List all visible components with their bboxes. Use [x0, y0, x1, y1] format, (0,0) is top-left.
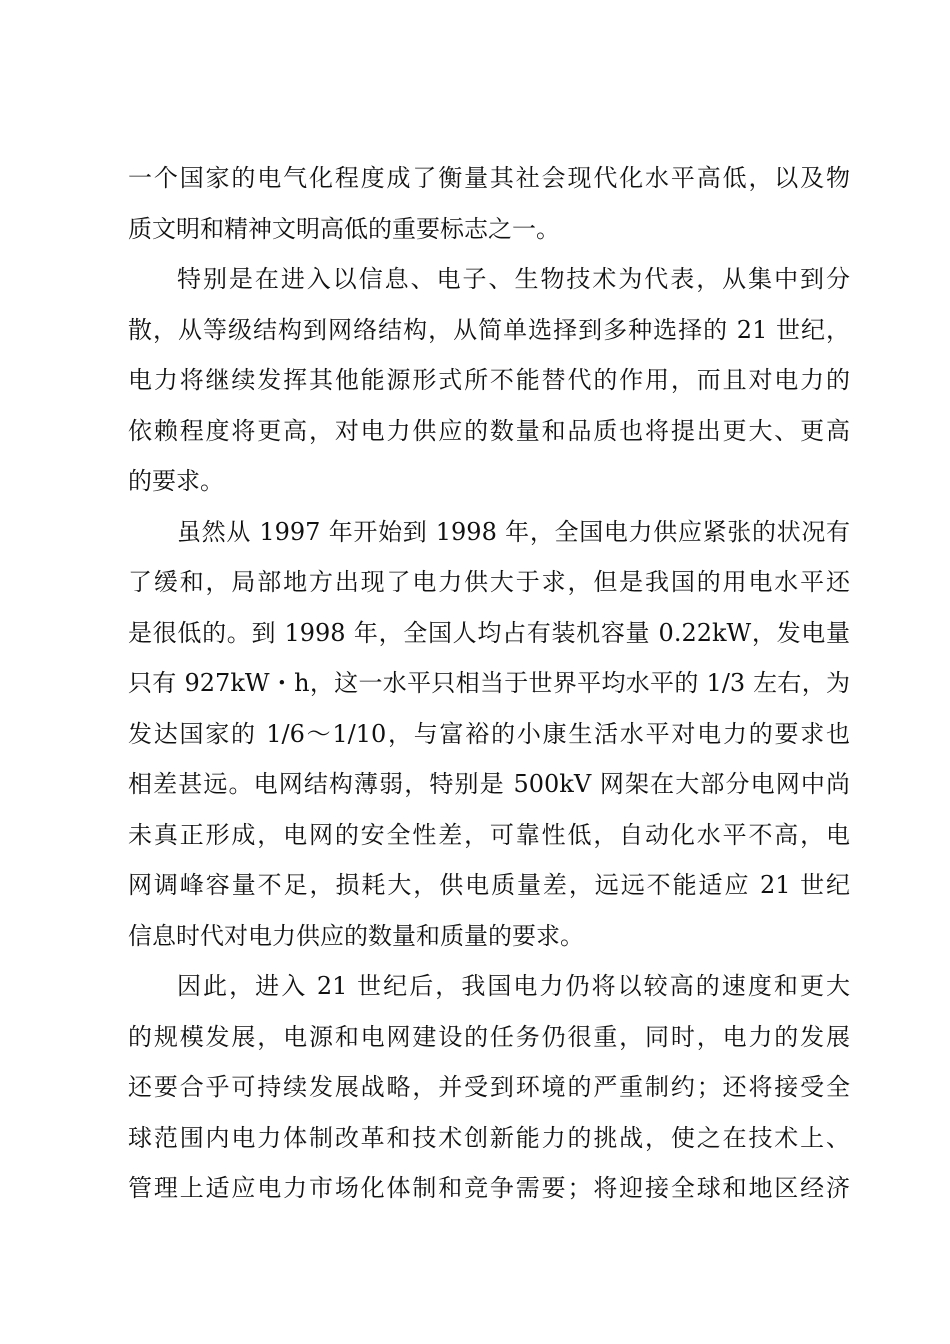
- paragraph-3-line-5: 发达国家的 1/6～1/10，与富裕的小康生活水平对电力的要求也: [128, 719, 850, 748]
- paragraph-3-line-9: 信息时代对电力供应的数量和质量的要求。: [128, 921, 584, 950]
- body-text: [128, 153, 850, 1214]
- paragraph-4-line-3: 还要合乎可持续发展战略，并受到环境的严重制约；还将接受全: [128, 1073, 850, 1101]
- paragraph-3-line-4: 只有 927kW・h，这一水平只相当于世界平均水平的 1/3 左右，为: [128, 669, 850, 697]
- paragraph-4-line-5: 管理上适应电力市场化体制和竞争需要；将迎接全球和地区经济: [128, 1174, 850, 1202]
- paragraph-4-line-2: 的规模发展，电源和电网建设的任务仍很重，同时，电力的发展: [128, 1022, 850, 1051]
- paragraph-2-line-5: 的要求。: [128, 467, 224, 495]
- paragraph-2-line-4: 依赖程度将更高，对电力供应的数量和品质也将提出更大、更高: [128, 416, 850, 445]
- paragraph-3-line-2: 了缓和，局部地方出现了电力供大于求，但是我国的用电水平还: [128, 568, 850, 596]
- paragraph-3-line-3: 是很低的。到 1998 年，全国人均占有装机容量 0.22kW，发电量: [128, 618, 850, 647]
- paragraph-2-line-1: 特别是在进入以信息、电子、生物技术为代表，从集中到分: [177, 265, 850, 293]
- paragraph-3-line-8: 网调峰容量不足，损耗大，供电质量差，远远不能适应 21 世纪: [128, 871, 850, 899]
- paragraph-3-line-1: 虽然从 1997 年开始到 1998 年，全国电力供应紧张的状况有: [177, 517, 850, 546]
- paragraph-2-line-3: 电力将继续发挥其他能源形式所不能替代的作用，而且对电力的: [128, 366, 850, 394]
- paragraph-3-line-6: 相差甚远。电网结构薄弱，特别是 500kV 网架在大部分电网中尚: [128, 770, 850, 798]
- paragraph-3-line-7: 未真正形成，电网的安全性差，可靠性低，自动化水平不高，电: [128, 820, 850, 849]
- paragraph-4-line-1: 因此，进入 21 世纪后，我国电力仍将以较高的速度和更大: [177, 972, 850, 1000]
- paragraph-1-line-2: 质文明和精神文明高低的重要标志之一。: [128, 214, 560, 243]
- paragraph-4-line-4: 球范围内电力体制改革和技术创新能力的挑战，使之在技术上、: [128, 1123, 850, 1152]
- paragraph-2-line-2: 散，从等级结构到网络结构，从简单选择到多种选择的 21 世纪，: [128, 315, 850, 344]
- paragraph-1-line-1: 一个国家的电气化程度成了衡量其社会现代化水平高低，以及物: [128, 164, 850, 192]
